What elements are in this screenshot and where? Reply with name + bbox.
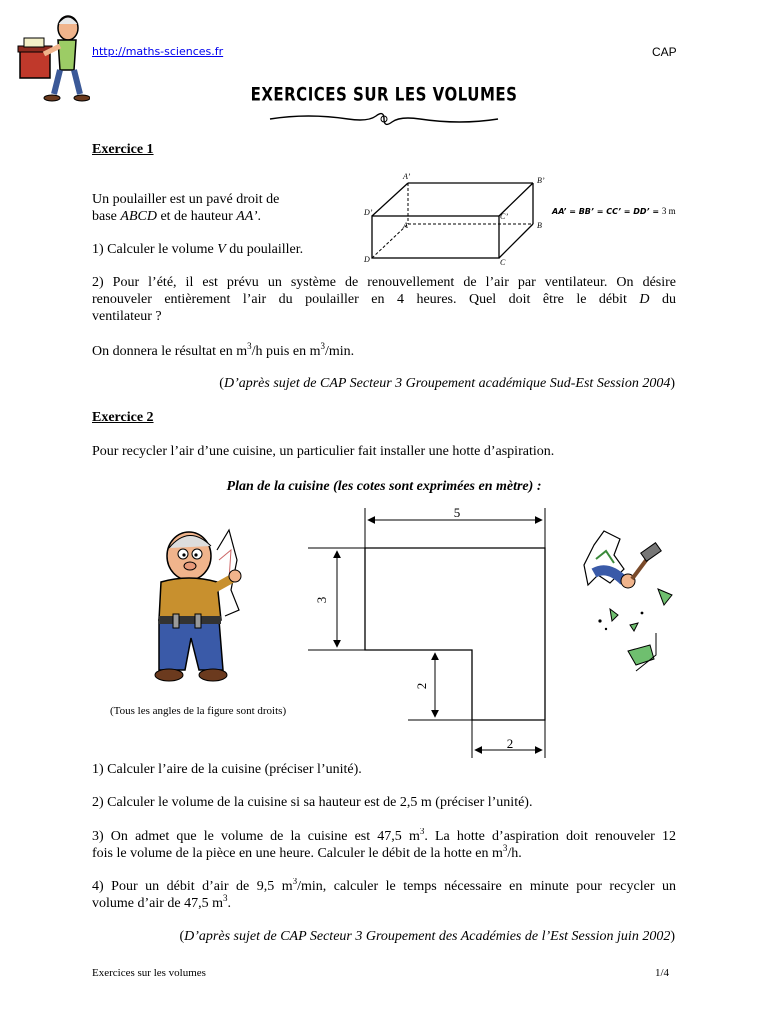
q4-sup1: 3 (292, 878, 298, 886)
q3-sup1: 3 (419, 828, 425, 836)
result-sup2: 3 (320, 341, 325, 351)
kitchen-plan (300, 500, 560, 762)
q3-sup2: 3 (502, 843, 508, 853)
q2-text-a: renouveler entièrement l’air du poulailler en 4 heures. Quel doit être le débit (92, 292, 640, 307)
header-url-link[interactable]: http://maths-sciences.fr (92, 45, 224, 58)
source2-text: D’après sujet de CAP Secteur 3 Groupement des Académies de l’Est Session juin 2002 (184, 929, 671, 944)
exercise2-question3-line2 (92, 845, 522, 862)
exercise1-heading: Exercice 1 (92, 142, 154, 157)
intro-height-text: et de hauteur (156, 209, 237, 224)
exercise1-question2-line1: 2) Pour l’été, il est prévu un système de renouvellement de l’air par ventilateur. On désire (92, 275, 676, 290)
q2-debit-var: D (639, 292, 650, 307)
dim-top: 5 (453, 505, 461, 520)
title-ornament-icon (268, 110, 500, 128)
equation-value: 3 m (661, 206, 676, 216)
label-a: A (403, 221, 408, 230)
exercise1-source (219, 375, 675, 392)
footer-title: Exercices sur les volumes (92, 967, 206, 979)
label-b: B (537, 221, 542, 230)
result-text-b: /h puis en m (251, 344, 321, 359)
source1-close: ) (670, 376, 675, 391)
result-text-a: On donnera le résultat en m (92, 344, 248, 359)
q4-text-a: 4) Pour un débit d’air de 9,5 m (92, 879, 293, 894)
exercise2-question2: 2) Calculer le volume de la cuisine si sa hauteur est de 2,5 m (préciser l’unité). (92, 795, 533, 810)
exercise1-result-instruction (92, 343, 354, 360)
q2-text-c: du (649, 292, 676, 307)
box-equation (552, 201, 676, 219)
dim-left: 3 (314, 596, 329, 604)
label-d-prime: D’ (364, 208, 373, 217)
exercise2-intro: Pour recycler l’air d’une cuisine, un particulier fait installer une hotte d’aspiration. (92, 444, 555, 459)
intro-period: . (257, 209, 261, 224)
exercise1-question2-line2 (92, 291, 676, 308)
source2-close: ) (670, 929, 675, 944)
q1-volume-var: V (217, 242, 226, 257)
q4-text-b: /min, calculer le temps nécessaire en minute pour recycler un (297, 879, 676, 894)
exercise2-question4-line2 (92, 895, 231, 912)
q1-text-a: 1) Calculer le volume (92, 242, 218, 257)
intro-aa: AA’ (236, 209, 258, 224)
exercise2-source (179, 928, 675, 945)
header-level: CAP (652, 45, 677, 59)
exercise1-question1 (92, 241, 303, 258)
source1-open: ( (219, 376, 224, 391)
exercise1-intro-line2 (92, 208, 261, 225)
q1-text-c: du poulailler. (225, 242, 304, 257)
source1-text: D’après sujet de CAP Secteur 3 Groupement académique Sud-Est Session 2004 (223, 376, 671, 391)
exercise2-question1: 1) Calculer l’aire de la cuisine (préciser l’unité). (92, 762, 362, 777)
q4-text-c: volume d’air de 47,5 m (92, 896, 224, 911)
label-d: D (364, 255, 370, 264)
q4-sup2: 3 (223, 893, 228, 903)
exercise2-question4-line1 (92, 878, 676, 895)
q3-text-d: /h. (507, 846, 522, 861)
intro-base-text: base (92, 209, 121, 224)
label-b-prime: B’ (537, 176, 545, 185)
exercise2-question3-line1 (92, 828, 676, 845)
q3-text-c: fois le volume de la pièce en une heure. Calculer le débit de la hotte en m (92, 846, 503, 861)
label-a-prime: A’ (403, 172, 411, 181)
dim-step: 2 (414, 682, 429, 690)
source2-open: ( (179, 929, 185, 944)
exercise2-heading: Exercice 2 (92, 410, 154, 425)
label-c-prime: C’ (500, 212, 508, 221)
plan-title: Plan de la cuisine (les cotes sont exprimées en mètre) : (226, 479, 542, 494)
exercise1-question2-line3: ventilateur ? (92, 309, 162, 324)
q4-text-d: . (227, 896, 232, 911)
angles-note: (Tous les angles de la figure sont droits) (110, 705, 287, 717)
intro-abcd: ABCD (120, 209, 157, 224)
exercise1-intro-line1: Un poulailler est un pavé droit de (92, 192, 280, 207)
label-c: C (500, 258, 506, 267)
q3-text-b: . La hotte d’aspiration doit renouveler 12 (424, 829, 676, 844)
q3-text-a: 3) On admet que le volume de la cuisine est 47,5 m (92, 829, 420, 844)
footer-page-number: 1/4 (655, 967, 670, 979)
result-text-c: /min. (324, 344, 355, 359)
worker-illustration-icon (145, 520, 255, 682)
equation-text: AA’ = BB’ = CC’ = DD’ = (552, 207, 662, 216)
dim-bottom: 2 (506, 736, 514, 751)
result-sup1: 3 (247, 341, 252, 351)
hammer-wall-icon (580, 525, 690, 675)
page-title: EXERCICES SUR LES VOLUMES (250, 82, 518, 106)
